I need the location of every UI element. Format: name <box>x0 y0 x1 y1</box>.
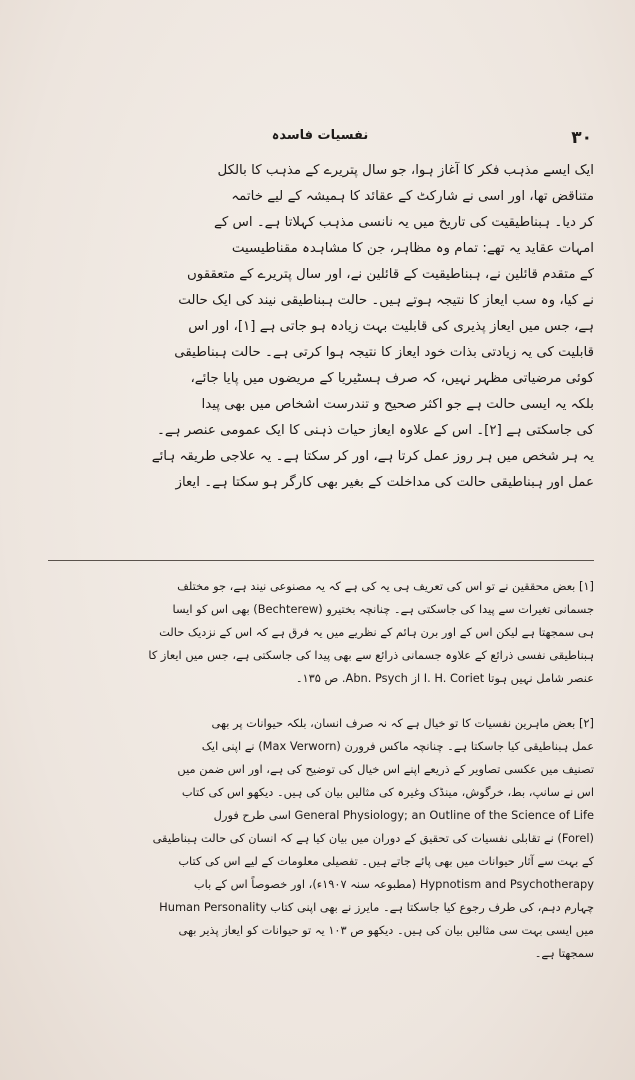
text-line: کی جاسکتی ہے [۲]۔ اس کے علاوہ ایعاز حیات ذہنی کا ایک عمومی عنصر ہے۔ <box>157 423 594 438</box>
text-line: نے کیا، وہ سب ایعاز کا نتیجہ ہوتے ہیں۔ حالت ہبناطیقی نیند کی ایک حالت <box>178 293 594 308</box>
footnote-divider <box>48 560 594 561</box>
text-line: کر دیا۔ ہبناطیقیت کی تاریخ میں یہ نانسی مذہب کہلاتا ہے۔ اس کے <box>214 215 594 230</box>
footnote-line: (Forel) نے تقابلی نفسیات کی تحقیق کے دوران میں بیان کیا ہے کہ انسان کی حالت ہبناطیقی <box>152 831 594 845</box>
text-line: قابلیت کی یہ زیادتی بذات خود ایعاز کا نتیجہ ہوا کرتی ہے۔ حالت ہبناطیقی <box>174 345 594 360</box>
footnote-line: عمل ہبناطیقی کیا جاسکتا ہے۔ چنانچہ ماکس فرورن (Max Verworn) نے اپنی ایک <box>201 739 594 753</box>
text-line: ایک ایسے مذہب فکر کا آغاز ہوا، جو سال پتریرے کے مذہب کا بالکل <box>217 163 594 178</box>
text-line: یہ ہر شخص میں ہر روز عمل کرتا ہے، اور کر سکتا ہے۔ یہ علاجی طریقہ ہائے <box>151 449 594 464</box>
footnote-1 <box>48 575 594 690</box>
text-line: کے متقدم قائلین نے، ہبناطیقیت کے قائلین نے، اور سال پتریرے کے متعققوں <box>186 267 594 282</box>
footnote-line: سمجھتا ہے۔ <box>534 946 594 960</box>
footnote-line: کے بہت سے آثار حیوانات میں بھی پائے جاتے ہیں۔ تفصیلی معلومات کے لیے اس کی کتاب <box>178 854 594 868</box>
footnote-line: Hypnotism and Psychotherapy (مطبوعہ سنہ ۱۹۰۷ء)، اور خصوصاً اس کے باب <box>193 877 594 891</box>
text-line: عمل اور ہبناطیقی حالت کی مداخلت کے بغیر بھی کارگر ہو سکتا ہے۔ ایعاز <box>175 475 594 490</box>
running-title: نفسیات فاسدہ <box>271 128 369 143</box>
main-text <box>48 158 594 496</box>
page-header <box>40 122 600 152</box>
footnote-line: ہبناطیقی نفسی ذرائع کے علاوہ جسمانی ذرائع سے بھی پیدا کی جاسکتی ہے، جس میں ایعاز کا <box>148 648 594 662</box>
text-line: ہے، جس میں ایعاز پذیری کی قابلیت بہت زیادہ ہو جاتی ہے [۱]، اور اس <box>188 319 594 334</box>
footnote-line: ہی سمجھتا ہے لیکن اس کے اور برن ہائم کے نظریے میں یہ فرق ہے کہ اس کے نزدیک حالت <box>159 625 594 639</box>
footnote-line: تصنیف میں عکسی تصاویر کے ذریعے اپنے اس خیال کی توضیح کی ہے، اور اس ضمن میں <box>177 762 594 776</box>
footnote-line: [۲] بعض ماہرین نفسیات کا تو خیال ہے کہ نہ صرف انسان، بلکہ حیوانات پر بھی <box>211 716 594 730</box>
footnote-line: میں ایسی بہت سی مثالیں بیان کی ہیں۔ دیکھو ص ۱۰۳ یہ تو حیوانات کو ایعاز پذیر بھی <box>178 923 594 937</box>
page-number: ۳۰ <box>571 128 592 148</box>
footnote-line: عنصر شامل نہیں ہوتا I. H. Coriet از Abn. Psych. ص ۱۳۵۔ <box>295 671 594 685</box>
footnote-line: General Physiology; an Outline of the Science of Life اسی طرح فورل <box>213 808 594 822</box>
footnote-line: جسمانی تغیرات سے پیدا کی جاسکتی ہے۔ چنانچہ بختیرو (Bechterew) بھی اس کو ایسا <box>172 602 594 616</box>
footnote-2 <box>48 712 594 965</box>
footnote-line: چہارم دہم، کی طرف رجوع کیا جاسکتا ہے۔ مایرز نے بھی اپنی کتاب Human Personality <box>159 900 594 914</box>
text-line: متناقض تھا، اور اسی نے شارکٹ کے عقائد کا ہمیشہ کے لیے خاتمہ <box>231 189 594 204</box>
text-line: امہات عقاید یہ تھے: تمام وہ مظاہر، جن کا مشاہدہ مقناطیسیت <box>231 241 594 256</box>
footnote-line: [۱] بعض محققین نے تو اس کی تعریف ہی یہ کی ہے کہ یہ مصنوعی نیند ہے، جو مختلف <box>177 579 594 593</box>
footnote-line: اس نے سانپ، بط، خرگوش، مینڈک وغیرہ کی مثالیں بیان کی ہیں۔ دیکھو اس کی کتاب <box>181 785 594 799</box>
text-line: کوئی مرضیاتی مظہر نہیں، کہ صرف ہسٹیریا کے مریضوں میں پایا جائے، <box>190 371 594 386</box>
text-line: بلکہ یہ ایسی حالت ہے جو اکثر صحیح و تندرست اشخاص میں بھی پیدا <box>201 397 594 412</box>
